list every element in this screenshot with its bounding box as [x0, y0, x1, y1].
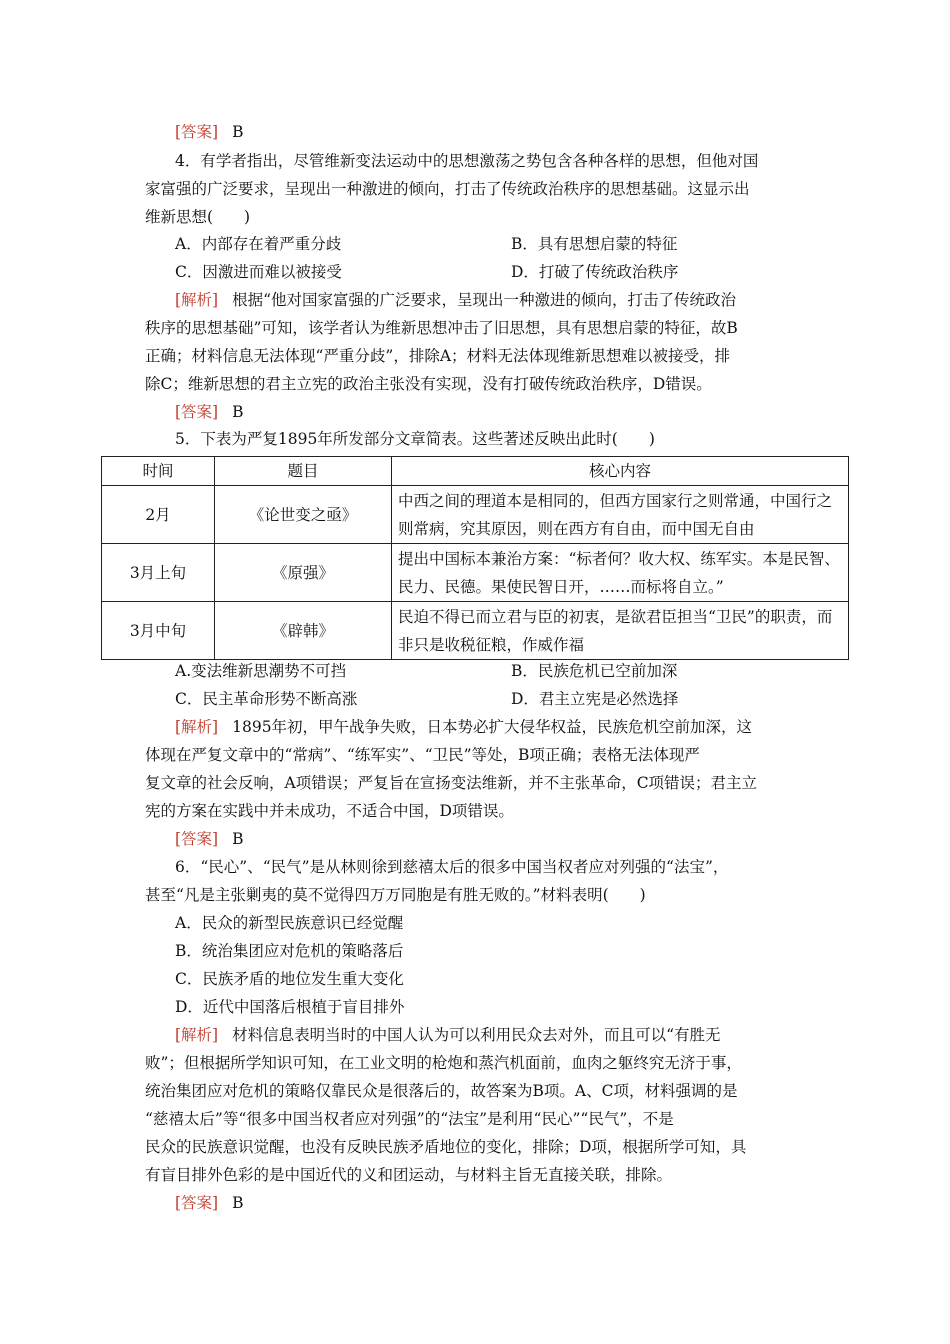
analysis-5-line-2: 体现在严复文章中的“常病”、“练军实”、“卫民”等处，B项正确；表格无法体现严	[145, 746, 700, 764]
table-cell-title: 《辟韩》	[215, 602, 392, 660]
table-row	[102, 544, 849, 602]
answer-value: B	[232, 403, 244, 421]
answer-line	[175, 401, 244, 423]
question-5-option-d: D．君主立宪是必然选择	[511, 690, 679, 708]
table-cell-title: 《论世变之亟》	[215, 486, 392, 544]
question-4-option-a: A．内部存在着严重分歧	[175, 235, 342, 253]
answer-tag: [答案]	[175, 123, 219, 141]
question-5-option-b: B．民族危机已空前加深	[511, 662, 678, 680]
table-row	[102, 486, 849, 544]
analysis-6-line-4: “慈禧太后”等“很多中国当权者应对列强”的“法宝”是利用“民心”“民气”，不是	[145, 1110, 674, 1128]
table-cell-time: 3月上旬	[102, 544, 215, 602]
answer-line	[175, 828, 244, 850]
analysis-6-line-6: 有盲目排外色彩的是中国近代的义和团运动，与材料主旨无直接关联，排除。	[145, 1166, 673, 1184]
table-cell-content: 中西之间的理道本是相同的，但西方国家行之则常通，中国行之则常病，究其原因，则在西方有自由，而中国无自由	[392, 486, 849, 544]
table-cell-content: 提出中国标本兼治方案：“标者何？收大权、练军实。本是民智、民力、民德。果使民智日开，……而标将自立。”	[392, 544, 849, 602]
analysis-4-line-3: 正确；材料信息无法体现“严重分歧”，排除A；材料无法体现维新思想难以被接受，排	[145, 347, 731, 365]
analysis-4-line-1: [解析] 根据“他对国家富强的广泛要求，呈现出一种激进的倾向，打击了传统政治	[175, 291, 737, 309]
table-cell-time: 2月	[102, 486, 215, 544]
analysis-4-line-2: 秩序的思想基础”可知，该学者认为维新思想冲击了旧思想，具有思想启蒙的特征，故B	[145, 319, 738, 337]
question-6-option-d: D．近代中国落后根植于盲目排外	[175, 998, 405, 1016]
answer-tag: [答案]	[175, 1194, 219, 1212]
question-6-option-a: A．民众的新型民族意识已经觉醒	[175, 914, 404, 932]
table-row	[102, 602, 849, 660]
analysis-6-line-5: 民众的民族意识觉醒，也没有反映民族矛盾地位的变化，排除；D项，根据所学可知，具	[145, 1138, 747, 1156]
question-6-line-2: 甚至“凡是主张剿夷的莫不觉得四万万同胞是有胜无败的。”材料表明( )	[145, 886, 646, 904]
table-header-time: 时间	[102, 457, 215, 486]
table-cell-time: 3月中旬	[102, 602, 215, 660]
table-cell-content: 民迫不得已而立君与臣的初衷，是欲君臣担当“卫民”的职责，而非只是收税征粮，作威作福	[392, 602, 849, 660]
analysis-6-line-1: [解析] 材料信息表明当时的中国人认为可以利用民众去对外，而且可以“有胜无	[175, 1026, 721, 1044]
answer-line	[175, 1192, 244, 1214]
question-5-option-c: C．民主革命形势不断高涨	[175, 690, 358, 708]
answer-tag: [答案]	[175, 403, 219, 421]
analysis-6-line-3: 统治集团应对危机的策略仅靠民众是很落后的，故答案为B项。A、C项，材料强调的是	[145, 1082, 738, 1100]
answer-tag: [答案]	[175, 830, 219, 848]
question-5-line-1: 5．下表为严复1895年所发部分文章简表。这些著述反映出此时( )	[175, 430, 655, 448]
question-6-option-b: B．统治集团应对危机的策略落后	[175, 942, 404, 960]
question-4-option-c: C．因激进而难以被接受	[175, 263, 342, 281]
question-4-line-2: 家富强的广泛要求，呈现出一种激进的倾向，打击了传统政治秩序的思想基础。这显示出	[145, 180, 750, 198]
question-4-option-b: B．具有思想启蒙的特征	[511, 235, 678, 253]
analysis-tag: [解析]	[175, 1026, 219, 1044]
analysis-tag: [解析]	[175, 718, 219, 736]
analysis-6-line-2: 败”；但根据所学知识可知，在工业文明的枪炮和蒸汽机面前，血肉之躯终究无济于事，	[145, 1054, 742, 1072]
table-header-content: 核心内容	[392, 457, 849, 486]
analysis-5-line-3: 复文章的社会反响，A项错误；严复旨在宣扬变法维新，并不主张革命，C项错误；君主立	[145, 774, 758, 792]
question-5-option-a: A.变法维新思潮势不可挡	[175, 662, 347, 680]
analysis-4-line-4: 除C；维新思想的君主立宪的政治主张没有实现，没有打破传统政治秩序，D错误。	[145, 375, 712, 393]
table-header-title: 题目	[215, 457, 392, 486]
answer-value: B	[232, 830, 244, 848]
analysis-5-line-4: 宪的方案在实践中并未成功，不适合中国，D项错误。	[145, 802, 514, 820]
answer-value: B	[232, 123, 244, 141]
question-6-line-1: 6．“民心”、“民气”是从林则徐到慈禧太后的很多中国当权者应对列强的“法宝”，	[175, 858, 729, 876]
table-cell-title: 《原强》	[215, 544, 392, 602]
question-4-line-1: 4．有学者指出，尽管维新变法运动中的思想激荡之势包含各种各样的思想，但他对国	[175, 152, 759, 170]
answer-value: B	[232, 1194, 244, 1212]
yanfu-articles-table	[101, 456, 849, 660]
analysis-5-line-1: [解析] 1895年初，甲午战争失败，日本势必扩大侵华权益，民族危机空前加深，这	[175, 718, 753, 736]
question-4-line-3: 维新思想( )	[145, 208, 251, 226]
analysis-tag: [解析]	[175, 291, 219, 309]
answer-line	[175, 121, 244, 143]
question-4-option-d: D．打破了传统政治秩序	[511, 263, 679, 281]
question-6-option-c: C．民族矛盾的地位发生重大变化	[175, 970, 404, 988]
